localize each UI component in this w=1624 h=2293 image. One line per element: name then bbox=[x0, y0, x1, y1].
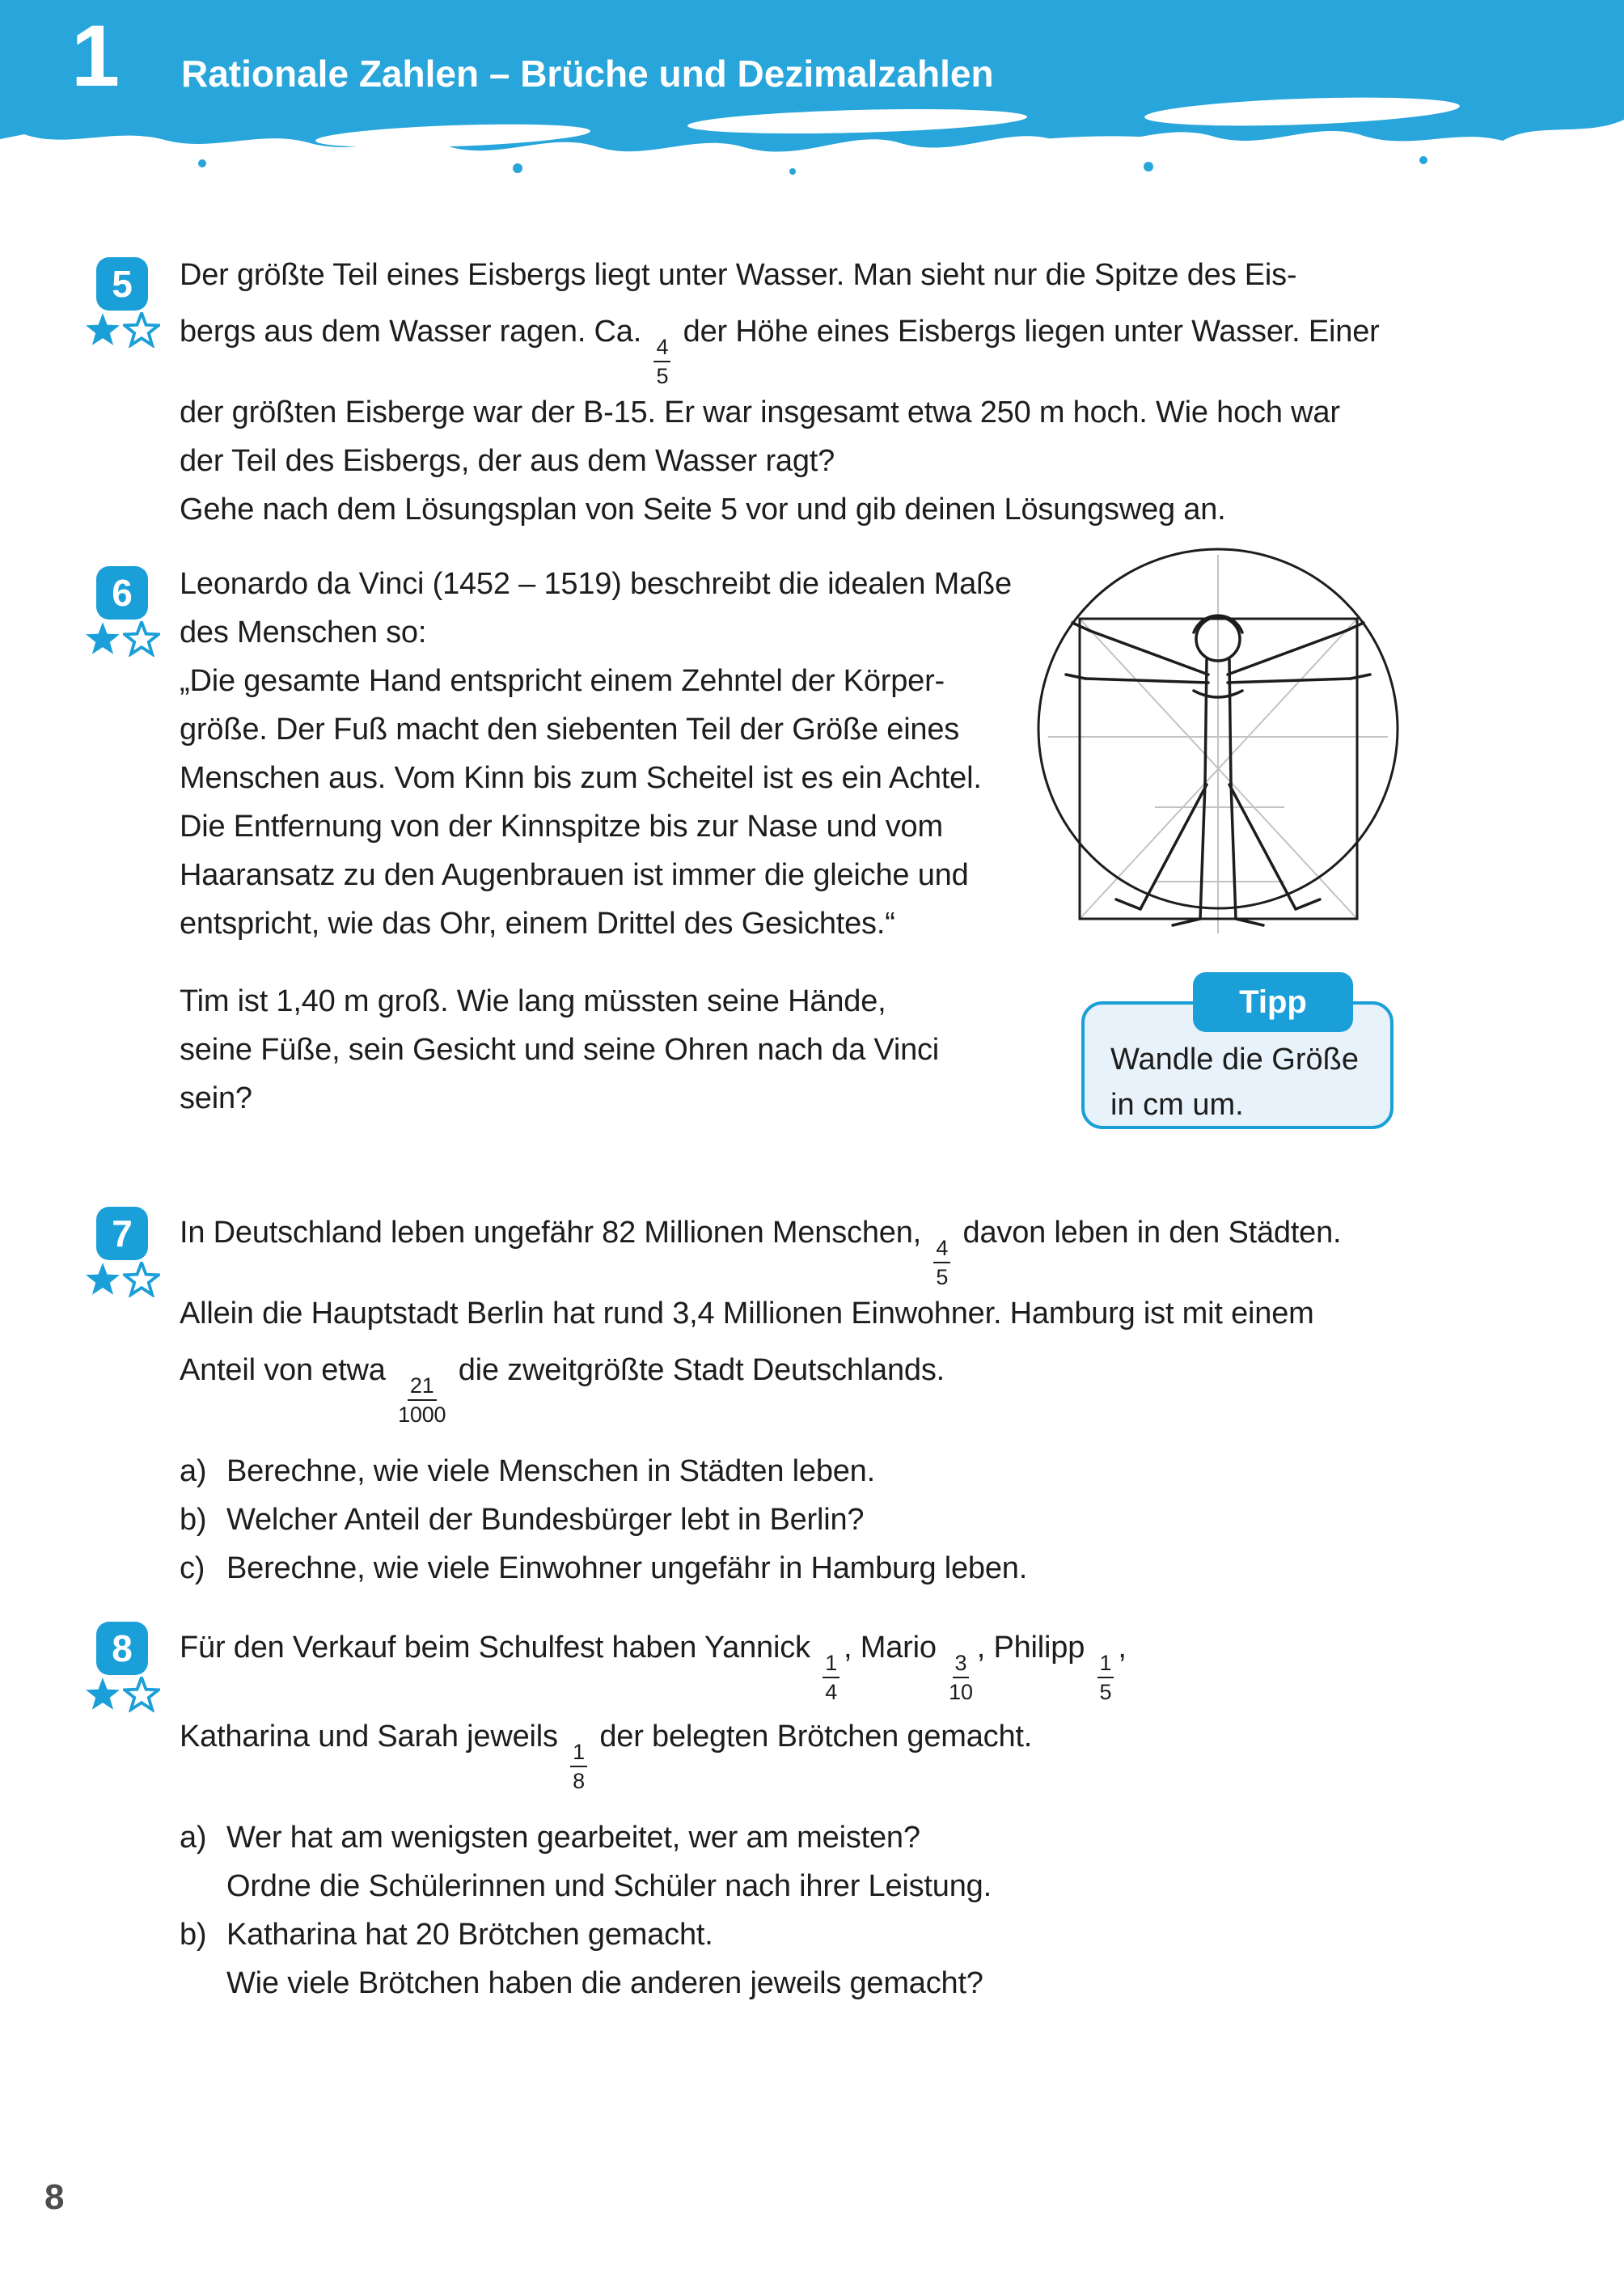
exercise-text-line: entspricht, wie das Ohr, einem Drittel des Gesichtes.“ bbox=[180, 907, 895, 941]
exercise-text-line: Haaransatz zu den Augenbrauen ist immer die gleiche und bbox=[180, 858, 969, 892]
exercise-7-text bbox=[180, 1200, 1341, 1593]
subtask-text: Berechne, wie viele Menschen in Städten leben. bbox=[226, 1454, 875, 1489]
fraction: $\frac{4}{5}$ bbox=[933, 1237, 950, 1289]
star-filled-icon bbox=[84, 1677, 121, 1712]
exercise-8-subtasks bbox=[180, 1813, 1127, 2007]
difficulty-stars bbox=[84, 312, 160, 348]
subtask-row bbox=[180, 1496, 1341, 1544]
exercise-text-line: seine Füße, sein Gesicht und seine Ohren nach da Vinci bbox=[180, 1033, 940, 1067]
chapter-banner bbox=[0, 0, 1624, 194]
exercise-text-line: „Die gesamte Hand entspricht einem Zehntel der Körper- bbox=[180, 664, 945, 698]
star-outline-icon bbox=[123, 621, 160, 657]
fraction: $\frac{3}{10}$ bbox=[949, 1651, 973, 1705]
subtask-row bbox=[180, 1959, 1127, 2007]
exercise-text-line: der Teil des Eisbergs, der aus dem Wasser ragt? bbox=[180, 443, 835, 478]
exercise-text-line: Tim ist 1,40 m groß. Wie lang müssten seine Hände, bbox=[180, 984, 886, 1018]
exercise-text-line: größe. Der Fuß macht den siebenten Teil der Größe eines bbox=[180, 713, 960, 747]
chapter-number: 1 bbox=[71, 6, 121, 104]
tip-box bbox=[1081, 984, 1394, 1129]
exercise-6-marker-column bbox=[75, 566, 169, 657]
subtask-marker: b) bbox=[180, 1918, 207, 1952]
subtask-text: Katharina hat 20 Brötchen gemacht. bbox=[226, 1918, 713, 1952]
fraction: $\frac{1}{4}$ bbox=[823, 1652, 839, 1704]
subtask-marker: a) bbox=[180, 1454, 207, 1489]
fraction: $\frac{1}{5}$ bbox=[1097, 1652, 1114, 1704]
star-outline-icon bbox=[123, 1677, 160, 1712]
exercise-text-line: Anteil von etwa $\frac{21}{1000}$ die zweitgrößte Stadt Deutschlands. bbox=[180, 1352, 945, 1428]
exercise-8-marker-column bbox=[75, 1622, 169, 1712]
difficulty-stars bbox=[84, 1262, 160, 1297]
exercise-text-line: des Menschen so: bbox=[180, 616, 427, 649]
exercise-number-badge: 6 bbox=[96, 566, 148, 620]
exercise-text-line: Menschen aus. Vom Kinn bis zum Scheitel ist es ein Achtel. bbox=[180, 761, 982, 795]
exercise-text-line: Der größte Teil eines Eisbergs liegt unter Wasser. Man sieht nur die Spitze des Eis- bbox=[180, 258, 1297, 292]
exercise-text-line: In Deutschland leben ungefähr 82 Millionen Menschen, $\frac{4}{5}$ davon leben in den Städten. bbox=[180, 1216, 1342, 1290]
exercise-text-line: sein? bbox=[180, 1081, 252, 1115]
difficulty-stars bbox=[84, 621, 160, 657]
exercise-8-text bbox=[180, 1615, 1127, 2007]
exercise-6-question-text bbox=[180, 977, 939, 1123]
subtask-row bbox=[180, 1862, 1127, 1910]
difficulty-stars bbox=[84, 1677, 160, 1712]
star-outline-icon bbox=[123, 312, 160, 348]
subtask-marker: b) bbox=[180, 1503, 207, 1538]
exercise-5-marker-column bbox=[75, 257, 169, 348]
star-filled-icon bbox=[84, 621, 121, 657]
subtask-row bbox=[180, 1544, 1341, 1593]
tip-text-line: in cm um. bbox=[1110, 1088, 1244, 1122]
subtask-row bbox=[180, 1447, 1341, 1496]
subtask-marker: c) bbox=[180, 1551, 205, 1586]
exercise-text-line: Allein die Hauptstadt Berlin hat rund 3,4 Millionen Einwohner. Hamburg ist mit einem bbox=[180, 1296, 1314, 1331]
fraction: $\frac{1}{8}$ bbox=[570, 1741, 587, 1793]
tip-text-line: Wandle die Größe bbox=[1110, 1043, 1359, 1077]
subtask-row bbox=[180, 1910, 1127, 1959]
subtask-marker bbox=[180, 1862, 226, 1910]
exercise-text-line: Für den Verkauf beim Schulfest haben Yannick $\frac{1}{4}$ , Mario $\frac{3}{10}$ , Philipp $\frac{1}{5}$ , bbox=[180, 1631, 1127, 1705]
chapter-title: Rationale Zahlen – Brüche und Dezimalzahlen bbox=[181, 53, 994, 95]
tip-box-label: Tipp bbox=[1193, 972, 1353, 1032]
exercise-5-text bbox=[180, 251, 1380, 534]
banner-brush-background bbox=[0, 0, 1624, 194]
exercise-7-marker-column bbox=[75, 1207, 169, 1297]
exercise-text-line: bergs aus dem Wasser ragen. Ca. $\frac{4}{5}$ der Höhe eines Eisbergs liegen unter Wasser. Einer bbox=[180, 315, 1380, 389]
exercise-text-line: Katharina und Sarah jeweils $\frac{1}{8}$ der belegten Brötchen gemacht. bbox=[180, 1719, 1033, 1794]
star-outline-icon bbox=[123, 1262, 160, 1297]
exercise-number-badge: 7 bbox=[96, 1207, 148, 1260]
subtask-text: Welcher Anteil der Bundesbürger lebt in Berlin? bbox=[226, 1503, 865, 1538]
exercise-6-text bbox=[180, 560, 1012, 948]
star-filled-icon bbox=[84, 312, 121, 348]
page-number: 8 bbox=[44, 2177, 65, 2217]
subtask-marker: a) bbox=[180, 1821, 207, 1855]
exercise-text-line: der größten Eisberge war der B-15. Er war insgesamt etwa 250 m hoch. Wie hoch war bbox=[180, 395, 1340, 429]
subtask-text: Berechne, wie viele Einwohner ungefähr in Hamburg leben. bbox=[226, 1551, 1028, 1586]
exercise-text-line: Leonardo da Vinci (1452 – 1519) beschreibt die idealen Maße bbox=[180, 567, 1012, 601]
subtask-text: Wer hat am wenigsten gearbeitet, wer am meisten? bbox=[226, 1821, 920, 1855]
vitruvian-man-illustration bbox=[1034, 532, 1399, 943]
exercise-7-subtasks bbox=[180, 1447, 1341, 1593]
exercise-text-line: Gehe nach dem Lösungsplan von Seite 5 vor und gib deinen Lösungsweg an. bbox=[180, 492, 1226, 527]
exercise-number-badge: 5 bbox=[96, 257, 148, 311]
subtask-row bbox=[180, 1813, 1127, 1862]
star-filled-icon bbox=[84, 1262, 121, 1297]
subtask-text: Wie viele Brötchen haben die anderen jeweils gemacht? bbox=[226, 1966, 983, 2001]
fraction: $\frac{21}{1000}$ bbox=[398, 1373, 446, 1428]
subtask-text: Ordne die Schülerinnen und Schüler nach ihrer Leistung. bbox=[226, 1869, 992, 1904]
exercise-number-badge: 8 bbox=[96, 1622, 148, 1675]
fraction: $\frac{4}{5}$ bbox=[653, 336, 670, 388]
exercise-text-line: Die Entfernung von der Kinnspitze bis zur Nase und vom bbox=[180, 810, 943, 844]
subtask-marker bbox=[180, 1959, 226, 2007]
